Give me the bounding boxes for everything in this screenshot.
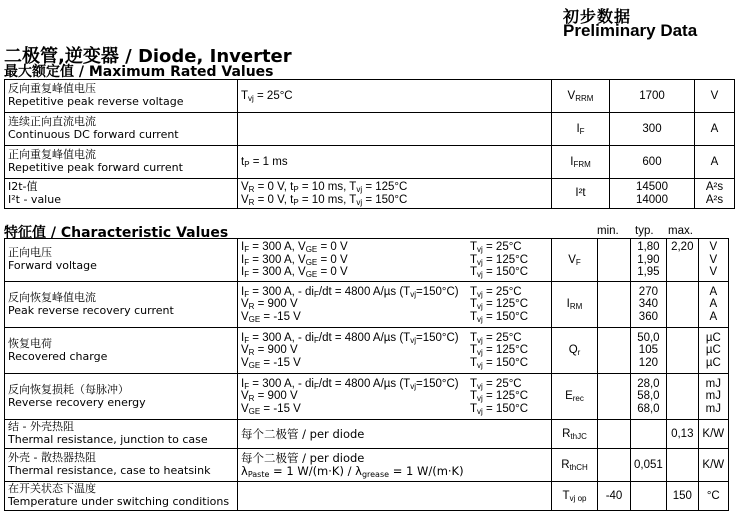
param-name: 外壳 - 散热器热阻 Thermal resistance, case to heatsink xyxy=(5,449,238,482)
char-row xyxy=(5,449,729,482)
char-row xyxy=(5,420,729,449)
symbol: I²t xyxy=(552,179,610,209)
rated-value: 1700 xyxy=(610,80,695,113)
page-title: 二极管,逆变器 / Diode, Inverter xyxy=(4,46,292,67)
test-condition: $I_F = 300$ A, - $di_F/dt = 4800$ A/µs $(T_{vj}=150^\circ C)$ $T_{vj} = 25^\circ C$ $V_R = 900$ V $T_{vj} = 125^\circ C$ $V_{GE} = -15$ V $T_{vj} = 150^\circ C$ xyxy=(238,282,552,328)
param-name: 反向恢复损耗（每脉冲） Reverse recovery energy xyxy=(5,374,238,420)
col-header-max: max. xyxy=(668,225,693,237)
rated-value: 14500 14000 xyxy=(610,179,695,209)
symbol: $I_{FRM}$ xyxy=(552,146,610,179)
unit: K/W xyxy=(698,449,728,482)
test-condition xyxy=(238,113,552,146)
test-condition: $T_{vj} = 25^\circ C$ xyxy=(238,80,552,113)
max-value: 150 xyxy=(666,482,698,511)
symbol: $I_{RM}$ xyxy=(552,282,598,328)
char-row xyxy=(5,374,729,420)
test-condition xyxy=(238,482,552,511)
symbol: $R_{thCH}$ xyxy=(552,449,598,482)
rated-value: 600 xyxy=(610,146,695,179)
min-value xyxy=(598,374,631,420)
param-name: 反向恢复峰值电流 Peak reverse recovery current xyxy=(5,282,238,328)
col-header-min: min. xyxy=(597,225,619,237)
unit: °C xyxy=(698,482,728,511)
max-value xyxy=(666,374,698,420)
typ-value xyxy=(631,482,667,511)
max-section-title: 最大额定值 / Maximum Rated Values xyxy=(4,64,274,80)
typ-value xyxy=(631,420,667,449)
characteristic-table xyxy=(4,238,729,511)
unit: V xyxy=(695,80,735,113)
preliminary-label-cn: 初步数据 xyxy=(563,7,632,26)
char-row xyxy=(5,328,729,374)
unit: A xyxy=(695,146,735,179)
unit: µC µC µC xyxy=(698,328,728,374)
char-row xyxy=(5,239,729,282)
max-row xyxy=(5,179,735,209)
typ-value: 50,0 105 120 xyxy=(631,328,667,374)
unit: A xyxy=(695,113,735,146)
param-name: 正向重复峰值电流 Repetitive peak forward current xyxy=(5,146,238,179)
max-value: 2,20 xyxy=(666,239,698,282)
unit: A²s A²s xyxy=(695,179,735,209)
max-row xyxy=(5,146,735,179)
unit: V V V xyxy=(698,239,728,282)
rated-value: 300 xyxy=(610,113,695,146)
param-name: I2t-值 I²t - value xyxy=(5,179,238,209)
test-condition: 每个二极管 / per diode $\lambda_{Paste} = 1$ $W/(m\cdot K) / \lambda_{grease} = 1$ W/(m·K) xyxy=(238,449,552,482)
min-value xyxy=(598,239,631,282)
unit: A A A xyxy=(698,282,728,328)
max-value xyxy=(666,328,698,374)
symbol: $V_F$ xyxy=(552,239,598,282)
max-value: 0,13 xyxy=(666,420,698,449)
param-name: 反向重复峰值电压 Repetitive peak reverse voltage xyxy=(5,80,238,113)
preliminary-label-en: Preliminary Data xyxy=(563,21,698,40)
test-condition: $I_F = 300$ A, - $di_F/dt = 4800$ A/µs $(T_{vj}=150^\circ C)$ $T_{vj} = 25^\circ C$ $V_R = 900$ V $T_{vj} = 125^\circ C$ $V_{GE} = -15$ V $T_{vj} = 150^\circ C$ xyxy=(238,374,552,420)
unit: K/W xyxy=(698,420,728,449)
typ-value: 28,0 58,0 68,0 xyxy=(631,374,667,420)
test-condition: $I_F = 300$ A, - $di_F/dt = 4800$ A/µs $(T_{vj}=150^\circ C)$ $T_{vj} = 25^\circ C$ $V_R = 900$ V $T_{vj} = 125^\circ C$ $V_{GE} = -15$ V $T_{vj} = 150^\circ C$ xyxy=(238,328,552,374)
col-header-typ: typ. xyxy=(635,225,654,237)
symbol: $R_{thJC}$ xyxy=(552,420,598,449)
min-value xyxy=(598,449,631,482)
param-name: 在开关状态下温度 Temperature under switching conditions xyxy=(5,482,238,511)
min-value xyxy=(598,420,631,449)
max-row xyxy=(5,113,735,146)
min-value: -40 xyxy=(598,482,631,511)
max-row xyxy=(5,80,735,113)
typ-value: 1,80 1,90 1,95 xyxy=(631,239,667,282)
char-row xyxy=(5,482,729,511)
typ-value: 270 340 360 xyxy=(631,282,667,328)
min-value xyxy=(598,282,631,328)
unit: mJ mJ mJ xyxy=(698,374,728,420)
symbol: $Q_r$ xyxy=(552,328,598,374)
test-condition: $I_F = 300$ A, $V_{GE} = 0$ V $T_{vj} = 25^\circ C$ $I_F = 300$ A, $V_{GE} = 0$ V $T_{vj} = 125^\circ C$ $I_F = 300$ A, $V_{GE} = 0$ V $T_{vj} = 150^\circ C$ xyxy=(238,239,552,282)
param-name: 恢复电荷 Recovered charge xyxy=(5,328,238,374)
symbol: $T_{vj op}$ xyxy=(552,482,598,511)
param-name: 正向电压 Forward voltage xyxy=(5,239,238,282)
typ-value: 0,051 xyxy=(631,449,667,482)
test-condition: 每个二极管 / per diode xyxy=(238,420,552,449)
param-name: 结 - 外壳热阻 Thermal resistance, junction to case xyxy=(5,420,238,449)
symbol: $V_{RRM}$ xyxy=(552,80,610,113)
param-name: 连续正向直流电流 Continuous DC forward current xyxy=(5,113,238,146)
symbol: $E_{rec}$ xyxy=(552,374,598,420)
char-section-title: 特征值 / Characteristic Values xyxy=(4,225,229,241)
max-rated-table xyxy=(4,79,735,209)
symbol: $I_F$ xyxy=(552,113,610,146)
test-condition: $V_R = 0$ V, $t_P = 10$ ms, $T_{vj} = 125^\circ C$ $V_R = 0$ V, $t_P = 10$ ms, $T_{vj} = 150^\circ C$ xyxy=(238,179,552,209)
char-row xyxy=(5,282,729,328)
test-condition: $t_P = 1$ ms xyxy=(238,146,552,179)
max-value xyxy=(666,449,698,482)
min-value xyxy=(598,328,631,374)
max-value xyxy=(666,282,698,328)
